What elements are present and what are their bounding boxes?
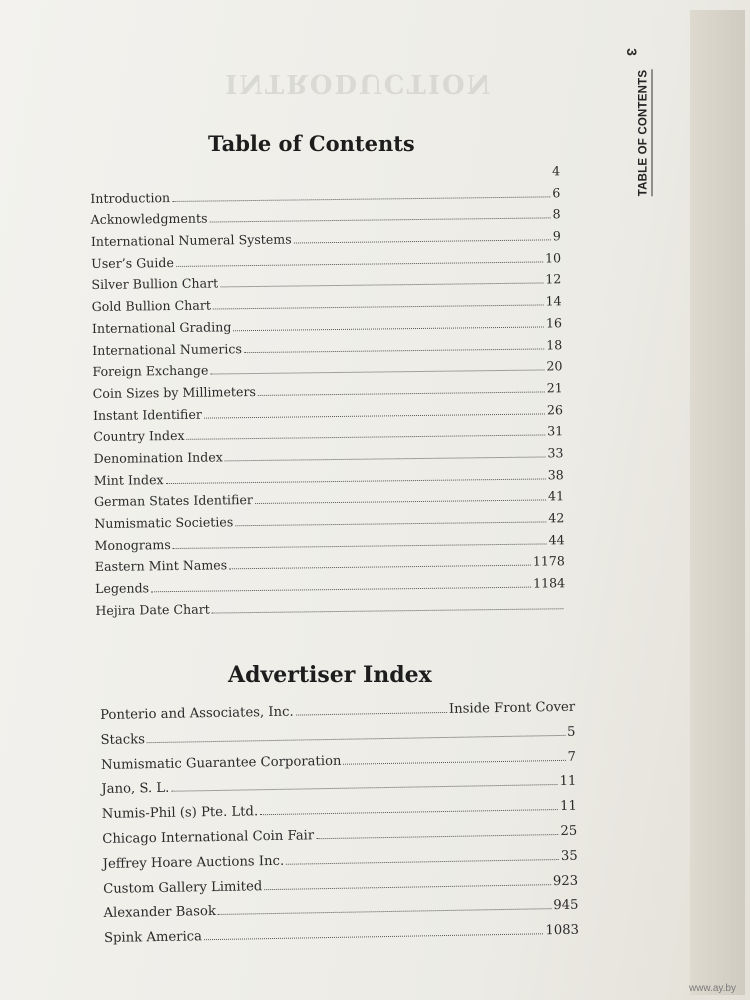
toc-label: German States Identifier xyxy=(93,492,253,510)
toc-page: 33 xyxy=(547,445,564,461)
toc-label: Legends xyxy=(95,580,150,597)
toc-title: Table of Contents xyxy=(208,131,415,156)
advertiser-name: Stacks xyxy=(100,732,146,748)
watermark: www.ay.by xyxy=(688,983,736,994)
toc-page: 4 xyxy=(551,163,561,179)
dot-leader xyxy=(258,391,545,396)
toc-label: Instant Identifier xyxy=(92,406,202,423)
toc-page: 6 xyxy=(552,184,561,201)
dot-leader xyxy=(176,261,543,266)
dot-leader xyxy=(235,521,546,526)
advertiser-page: 25 xyxy=(560,823,578,839)
bleed-through-text: INTRODUCTION xyxy=(225,68,493,98)
advertiser-page: 11 xyxy=(559,798,577,815)
dot-leader xyxy=(316,834,558,839)
toc-page: 1184 xyxy=(532,575,566,591)
toc-label: Silver Bullion Chart xyxy=(91,275,219,293)
dot-leader xyxy=(286,859,559,865)
dot-leader xyxy=(210,218,551,223)
dot-leader xyxy=(171,784,557,792)
advertiser-page: 35 xyxy=(560,848,578,864)
toc-page: 10 xyxy=(544,250,562,266)
toc-label: Gold Bullion Chart xyxy=(91,297,211,315)
toc-page: 31 xyxy=(547,423,564,439)
advertiser-page: 11 xyxy=(559,774,577,790)
advertiser-page: 945 xyxy=(553,898,579,914)
page-edge xyxy=(690,10,745,995)
toc-page: 14 xyxy=(545,293,562,309)
toc-page: 21 xyxy=(546,380,563,396)
toc-label: Denomination Index xyxy=(93,449,223,466)
advertiser-page: 5 xyxy=(566,724,576,740)
toc-label: Hejira Date Chart xyxy=(95,601,210,618)
toc-page: 44 xyxy=(548,531,565,548)
dot-leader xyxy=(220,283,543,288)
dot-leader xyxy=(225,456,546,461)
dot-leader xyxy=(204,933,543,940)
advertiser-page: Inside Front Cover xyxy=(448,699,576,717)
toc-page: 38 xyxy=(547,466,564,483)
dot-leader xyxy=(151,587,531,593)
toc-label: Monograms xyxy=(94,536,171,553)
toc-label: Mint Index xyxy=(93,471,164,488)
advertiser-name: Jano, S. L. xyxy=(101,781,170,798)
dot-leader xyxy=(204,413,545,418)
advertiser-name: Spink America xyxy=(103,929,203,947)
advertiser-name: Alexander Basok xyxy=(103,904,217,922)
toc-page: 26 xyxy=(546,401,564,417)
dot-leader xyxy=(147,735,565,743)
dot-leader xyxy=(260,809,558,815)
dot-leader xyxy=(210,370,544,375)
toc-page: 18 xyxy=(546,336,563,352)
advertiser-name: Numis-Phil (s) Pte. Ltd. xyxy=(101,804,259,823)
toc-label: Country Index xyxy=(93,428,185,445)
toc-label: Acknowledgments xyxy=(90,210,208,228)
advertiser-list xyxy=(100,700,579,956)
toc-label: Coin Sizes by Millimeters xyxy=(92,383,256,401)
dot-leader xyxy=(343,759,565,764)
advertiser-index-title: Advertiser Index xyxy=(228,662,432,688)
advertiser-name: Jeffrey Hoare Auctions Inc. xyxy=(102,853,285,872)
dot-leader xyxy=(218,909,551,916)
toc-page: 8 xyxy=(552,206,561,222)
dot-leader xyxy=(166,478,546,484)
toc-page: 9 xyxy=(552,228,561,244)
toc-page: 12 xyxy=(545,271,562,287)
toc-list xyxy=(90,163,566,624)
toc-page: 41 xyxy=(547,488,565,504)
toc-label: International Grading xyxy=(91,319,232,336)
page-number: 3 xyxy=(623,48,640,56)
dot-leader xyxy=(213,305,544,310)
dot-leader xyxy=(294,239,551,243)
dot-leader xyxy=(244,348,544,353)
toc-page: 20 xyxy=(546,358,563,374)
side-tab-label: TABLE OF CONTENTS xyxy=(638,70,653,197)
dot-leader xyxy=(296,712,447,716)
toc-label: Introduction xyxy=(90,189,171,206)
toc-page: 16 xyxy=(545,315,563,331)
toc-label: International Numeral Systems xyxy=(90,231,292,250)
dot-leader xyxy=(255,500,546,505)
toc-label: Numismatic Societies xyxy=(94,514,234,531)
dot-leader xyxy=(233,326,544,331)
dot-leader xyxy=(172,196,550,202)
dot-leader xyxy=(173,543,547,549)
advertiser-page: 923 xyxy=(552,873,579,889)
toc-label: Foreign Exchange xyxy=(92,362,209,380)
advertiser-name: Numismatic Guarantee Corporation xyxy=(100,753,342,773)
advertiser-name: Custom Gallery Limited xyxy=(103,878,263,897)
toc-page: 42 xyxy=(548,510,565,526)
toc-label: International Numerics xyxy=(92,340,242,358)
dot-leader xyxy=(229,565,531,570)
dot-leader xyxy=(187,435,546,440)
dot-leader xyxy=(212,608,564,613)
toc-page: 1178 xyxy=(532,553,565,569)
toc-label: Eastern Mint Names xyxy=(94,557,228,575)
advertiser-page: 7 xyxy=(567,749,577,765)
toc-label: User’s Guide xyxy=(91,254,174,271)
advertiser-page: 1083 xyxy=(545,922,580,939)
advertiser-name: Ponterio and Associates, Inc. xyxy=(100,704,294,723)
dot-leader xyxy=(264,884,551,890)
advertiser-name: Chicago International Coin Fair xyxy=(102,828,315,847)
